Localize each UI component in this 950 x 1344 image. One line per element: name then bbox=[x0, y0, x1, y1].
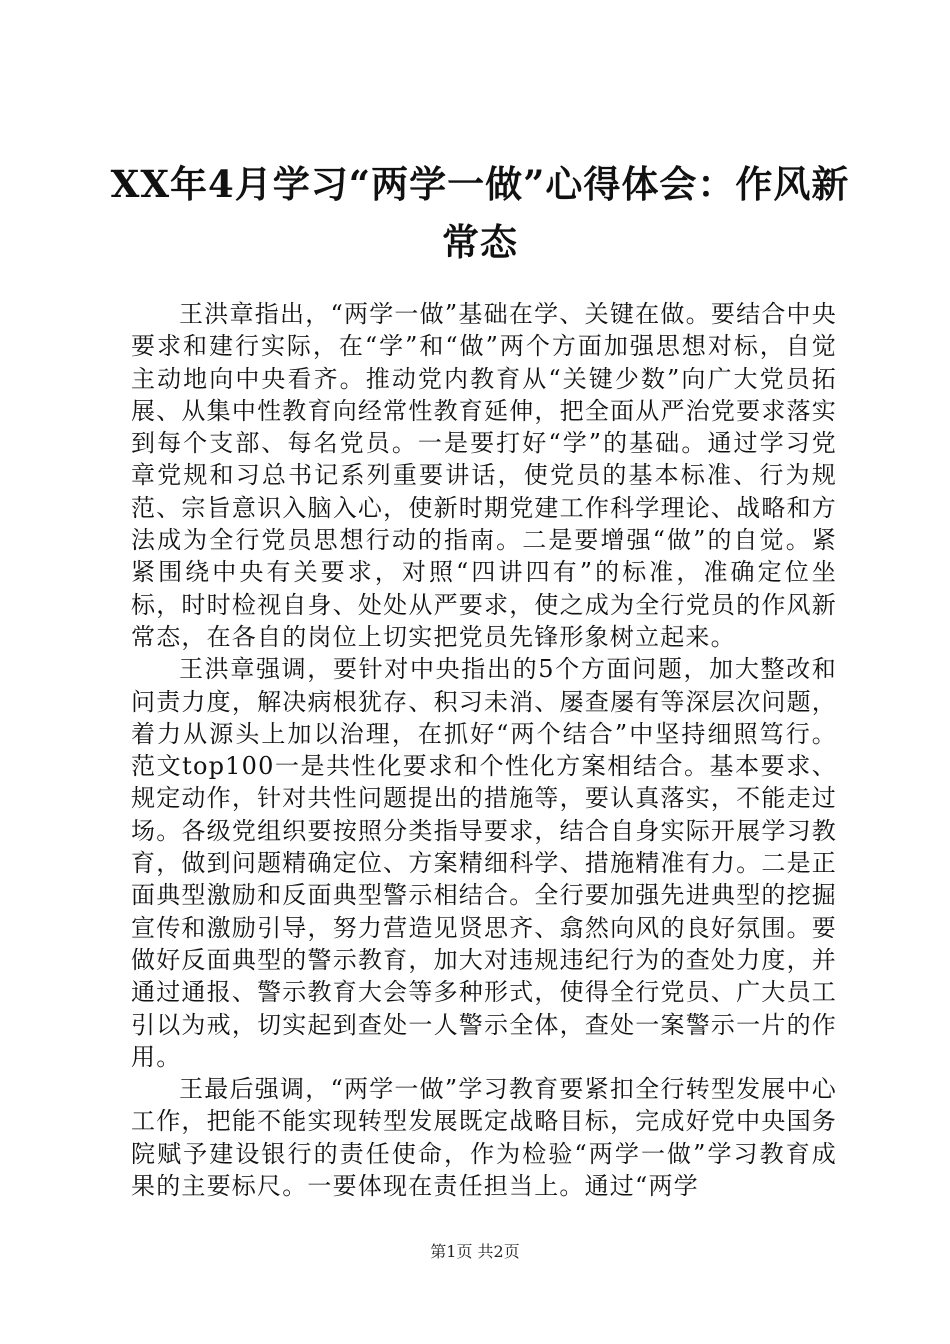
paragraph: 王洪章指出，“两学一做”基础在学、关键在做。要结合中央要求和建行实际，在“学”和“做”两个方面加强思想对标，自觉主动地向中央看齐。推动党内教育从“关键少数”向广大党员拓展、从集中性教育向经常性教育延伸，把全面从严治党要求落实到每个支部、每名党员。一是要打好“学”的基础。通过学习党章党规和习总书记系列重要讲话，使党员的基本标准、行为规范、宗旨意识入脑入心，使新时期党建工作科学理论、战略和方法成为全行党员思想行动的指南。二是要增强“做”的自觉。紧紧围绕中央有关要求，对照“四讲四有”的标准，准确定位坐标，时时检视自身、处处从严要求，使之成为全行党员的作风新常态，在各自的岗位上切实把党员先锋形象树立起来。 bbox=[131, 300, 837, 651]
paragraph: 王洪章强调，要针对中央指出的5个方面问题，加大整改和问责力度，解决病根犹存、积习未消、屡查屡有等深层次问题，着力从源头上加以治理，在抓好“两个结合”中坚持细照笃行。范文top100一是共性化要求和个性化方案相结合。基本要求、规定动作，针对共性问题提出的措施等，要认真落实，不能走过场。各级党组织要按照分类指导要求，结合自身实际开展学习教育，做到问题精确定位、方案精细科学、措施精准有力。二是正面典型激励和反面典型警示相结合。全行要加强先进典型的挖掘宣传和激励引导，努力营造见贤思齐、翕然向风的良好氛围。要做好反面典型的警示教育，加大对违规违纪行为的查处力度，并通过通报、警示教育大会等多种形式，使得全行党员、广大员工引以为戒，切实起到查处一人警示全体，查处一案警示一片的作用。 bbox=[131, 655, 837, 1071]
document-body bbox=[131, 298, 837, 1202]
page-footer: 第1页 共2页 bbox=[430, 1242, 520, 1261]
document-title: XX年4月学习“两学一做”心得体会：作风新常态 bbox=[110, 162, 850, 264]
paragraph: 王最后强调，“两学一做”学习教育要紧扣全行转型发展中心工作，把能不能实现转型发展既定战略目标，完成好党中央国务院赋予建设银行的责任使命，作为检验“两学一做”学习教育成果的主要标尺。一要体现在责任担当上。通过“两学 bbox=[131, 1075, 837, 1201]
